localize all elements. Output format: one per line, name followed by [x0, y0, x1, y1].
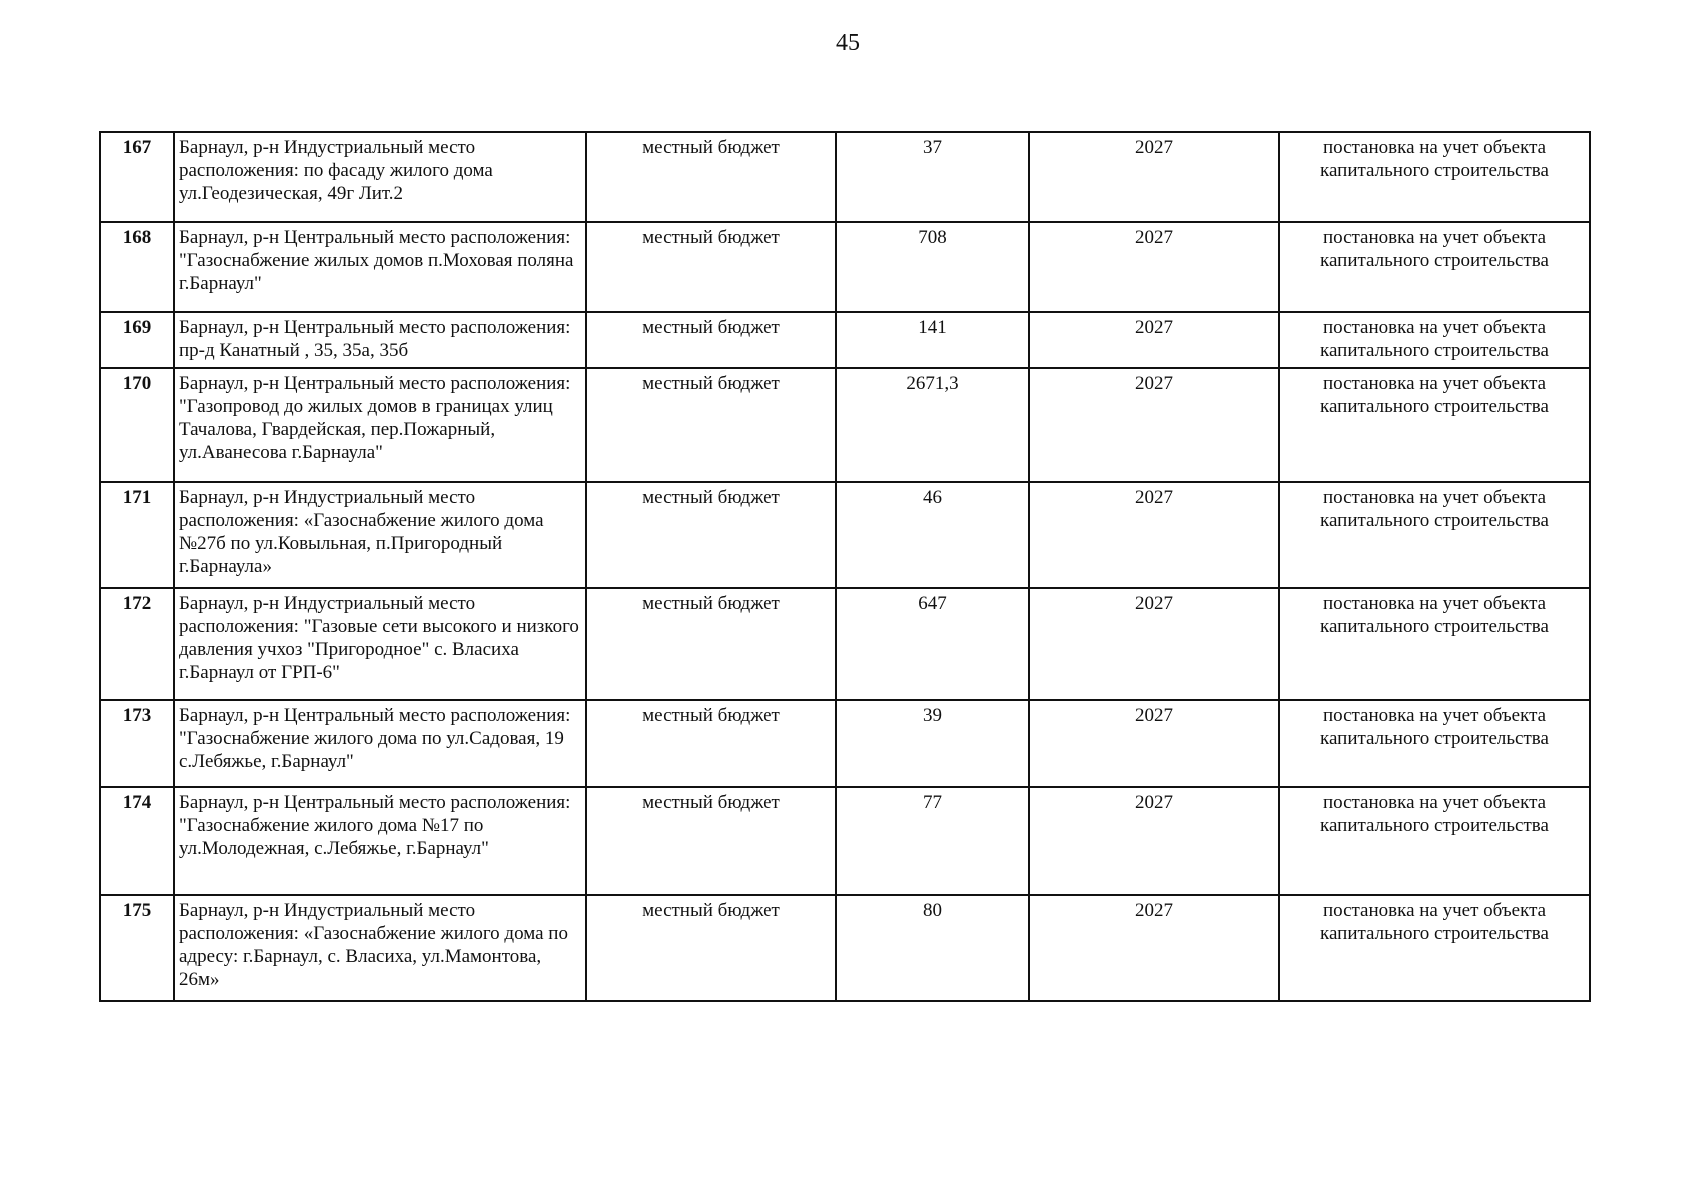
amount-cell: 46	[836, 482, 1029, 588]
row-number: 169	[100, 312, 174, 368]
table-row	[100, 312, 1590, 368]
location-cell: Барнаул, р-н Индустриальный место расположения: "Газовые сети высокого и низкого давления учхоз "Пригородное" с. Власиха г.Барнаул от ГРП-6"	[174, 588, 586, 700]
action-cell: постановка на учет объекта капитального строительства	[1279, 132, 1590, 222]
year-cell: 2027	[1029, 132, 1279, 222]
table-row	[100, 588, 1590, 700]
funding-source-cell: местный бюджет	[586, 222, 836, 312]
action-cell: постановка на учет объекта капитального строительства	[1279, 588, 1590, 700]
year-cell: 2027	[1029, 222, 1279, 312]
action-cell: постановка на учет объекта капитального строительства	[1279, 312, 1590, 368]
table-row	[100, 132, 1590, 222]
row-number: 168	[100, 222, 174, 312]
funding-source-cell: местный бюджет	[586, 895, 836, 1001]
year-cell: 2027	[1029, 787, 1279, 895]
action-cell: постановка на учет объекта капитального строительства	[1279, 895, 1590, 1001]
action-cell: постановка на учет объекта капитального строительства	[1279, 700, 1590, 787]
funding-source-cell: местный бюджет	[586, 132, 836, 222]
year-cell: 2027	[1029, 895, 1279, 1001]
row-number: 171	[100, 482, 174, 588]
table-row	[100, 368, 1590, 482]
year-cell: 2027	[1029, 368, 1279, 482]
table-row	[100, 787, 1590, 895]
funding-source-cell: местный бюджет	[586, 700, 836, 787]
page-number: 45	[836, 30, 860, 56]
amount-cell: 141	[836, 312, 1029, 368]
location-cell: Барнаул, р-н Индустриальный место расположения: «Газоснабжение жилого дома №27б по ул.Ковыльная, п.Пригородный г.Барнаула»	[174, 482, 586, 588]
amount-cell: 77	[836, 787, 1029, 895]
amount-cell: 80	[836, 895, 1029, 1001]
funding-source-cell: местный бюджет	[586, 787, 836, 895]
table-row	[100, 895, 1590, 1001]
amount-cell: 708	[836, 222, 1029, 312]
action-cell: постановка на учет объекта капитального строительства	[1279, 222, 1590, 312]
year-cell: 2027	[1029, 482, 1279, 588]
row-number: 172	[100, 588, 174, 700]
row-number: 175	[100, 895, 174, 1001]
location-cell: Барнаул, р-н Индустриальный место расположения: по фасаду жилого дома ул.Геодезическая, 49г Лит.2	[174, 132, 586, 222]
action-cell: постановка на учет объекта капитального строительства	[1279, 482, 1590, 588]
amount-cell: 2671,3	[836, 368, 1029, 482]
location-cell: Барнаул, р-н Центральный место расположения: "Газоснабжение жилого дома по ул.Садовая, 19 с.Лебяжье, г.Барнаул"	[174, 700, 586, 787]
location-cell: Барнаул, р-н Центральный место расположения: "Газопровод до жилых домов в границах улиц Тачалова, Гвардейская, пер.Пожарный, ул.Аванесова г.Барнаула"	[174, 368, 586, 482]
funding-source-cell: местный бюджет	[586, 312, 836, 368]
table-row	[100, 482, 1590, 588]
row-number: 167	[100, 132, 174, 222]
amount-cell: 647	[836, 588, 1029, 700]
funding-source-cell: местный бюджет	[586, 368, 836, 482]
year-cell: 2027	[1029, 312, 1279, 368]
data-table	[99, 131, 1591, 1002]
table-row	[100, 700, 1590, 787]
year-cell: 2027	[1029, 700, 1279, 787]
row-number: 174	[100, 787, 174, 895]
row-number: 173	[100, 700, 174, 787]
table-row	[100, 222, 1590, 312]
amount-cell: 39	[836, 700, 1029, 787]
action-cell: постановка на учет объекта капитального строительства	[1279, 787, 1590, 895]
location-cell: Барнаул, р-н Центральный место расположения: "Газоснабжение жилого дома №17 по ул.Молодежная, с.Лебяжье, г.Барнаул"	[174, 787, 586, 895]
action-cell: постановка на учет объекта капитального строительства	[1279, 368, 1590, 482]
location-cell: Барнаул, р-н Центральный место расположения: пр-д Канатный , 35, 35а, 35б	[174, 312, 586, 368]
year-cell: 2027	[1029, 588, 1279, 700]
location-cell: Барнаул, р-н Центральный место расположения: "Газоснабжение жилых домов п.Моховая поляна г.Барнаул"	[174, 222, 586, 312]
location-cell: Барнаул, р-н Индустриальный место расположения: «Газоснабжение жилого дома по адресу: г.Барнаул, с. Власиха, ул.Мамонтова, 26м»	[174, 895, 586, 1001]
row-number: 170	[100, 368, 174, 482]
funding-source-cell: местный бюджет	[586, 588, 836, 700]
amount-cell: 37	[836, 132, 1029, 222]
funding-source-cell: местный бюджет	[586, 482, 836, 588]
